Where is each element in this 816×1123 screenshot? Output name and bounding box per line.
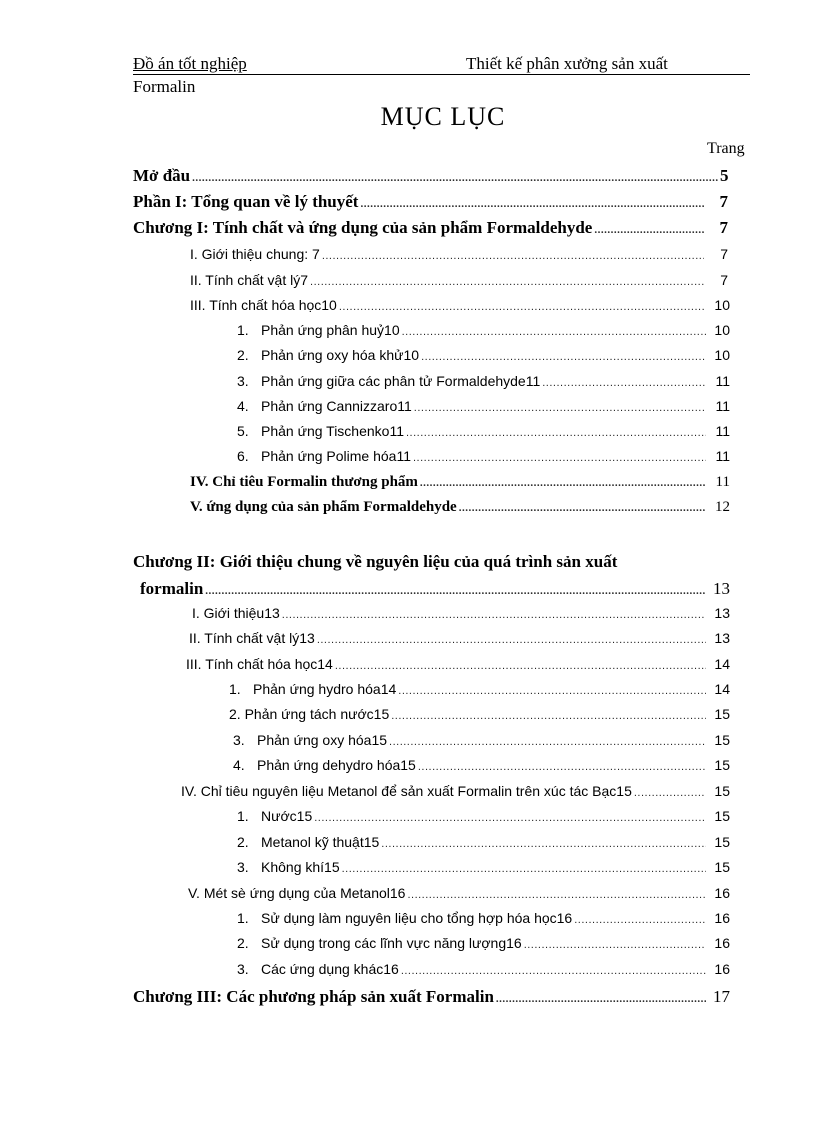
toc-entry-c1-r5[interactable] (237, 423, 730, 445)
toc-label: 2. Metanol kỹ thuật15 (237, 834, 380, 850)
toc-page-number: 5 (720, 166, 729, 185)
toc-entry-c1-s3[interactable] (190, 297, 730, 319)
toc-label: I. Giới thiệu chung: 7 (190, 246, 320, 262)
toc-page-number: 16 (714, 961, 730, 977)
toc-entry-chuong-1[interactable] (133, 218, 728, 240)
header-left: Đồ án tốt nghiệp (133, 54, 247, 73)
toc-entry-chuong-2[interactable] (140, 579, 730, 601)
toc-page-number: 11 (715, 474, 730, 490)
leader-dots (360, 198, 704, 210)
toc-label: 4. Phản ứng dehydro hóa15 (233, 757, 416, 773)
toc-label: formalin (140, 579, 204, 598)
toc-label: 5. Phản ứng Tischenko11 (237, 423, 404, 439)
leader-dots (335, 660, 706, 672)
toc-label: III. Tính chất hóa học10 (190, 297, 337, 313)
leader-dots (401, 965, 706, 977)
header-sub: Formalin (133, 77, 196, 96)
toc-page-number: 16 (714, 910, 730, 926)
toc-page-number: 12 (715, 499, 730, 515)
leader-dots (421, 351, 706, 363)
toc-entry-c2-s2[interactable] (189, 630, 730, 652)
toc-page-number: 10 (714, 347, 730, 363)
toc-label: I. Giới thiệu13 (192, 605, 280, 621)
toc-label: V. Mét sè ứng dụng của Metanol16 (188, 885, 406, 901)
leader-dots (282, 609, 706, 621)
toc-page-number: 13 (713, 579, 730, 598)
toc-page-number: 11 (715, 423, 730, 439)
toc-label: 1. Phản ứng phân huỷ10 (237, 322, 400, 338)
toc-label: Chương I: Tính chất và ứng dụng của sản phẩm Formaldehyde (133, 218, 593, 237)
toc-label: 2. Sử dụng trong các lĩnh vực năng lượng16 (237, 935, 522, 951)
toc-page-number: 7 (719, 192, 728, 211)
toc-label: 1. Phản ứng hydro hóa14 (229, 681, 397, 697)
leader-dots (192, 172, 718, 184)
leader-dots (391, 710, 706, 722)
toc-entry-c2-s5[interactable] (188, 885, 730, 907)
leader-dots (413, 452, 706, 464)
toc-page-number: 11 (715, 448, 730, 464)
leader-dots (496, 993, 706, 1005)
toc-entry-c1-s5[interactable] (190, 499, 730, 521)
toc-label: IV. Chỉ tiêu nguyên liệu Metanol để sản xuất Formalin trên xúc tác Bạc15 (181, 783, 632, 799)
toc-label: V. ứng dụng của sản phẩm Formaldehyde (190, 499, 457, 515)
toc-label: III. Tính chất hóa học14 (186, 656, 333, 672)
leader-dots (418, 761, 706, 773)
toc-page-number: 14 (714, 656, 730, 672)
toc-label: 3. Phản ứng oxy hóa15 (233, 732, 388, 748)
toc-entry-c2-m1[interactable] (237, 808, 730, 830)
toc-page-number: 15 (714, 757, 730, 773)
toc-label: II. Tính chất vật lý13 (189, 630, 315, 646)
toc-page-number: 11 (715, 373, 730, 389)
toc-entry-c1-r1[interactable] (237, 322, 730, 344)
leader-dots (205, 585, 706, 597)
toc-entry-phan-1[interactable] (133, 192, 728, 214)
toc-entry-c2-r1[interactable] (229, 681, 730, 703)
toc-label: 3. Phản ứng giữa các phân tử Formaldehyde11 (237, 373, 541, 389)
leader-dots (634, 787, 706, 799)
leader-dots (398, 685, 706, 697)
toc-entry-c2-r2[interactable] (229, 706, 730, 728)
toc-label: 2. Phản ứng tách nước15 (229, 706, 390, 722)
toc-label: 2. Phản ứng oxy hóa khử10 (237, 347, 420, 363)
leader-dots (381, 838, 706, 850)
toc-page-number: 10 (714, 297, 730, 313)
toc-label: 4. Phản ứng Cannizzaro11 (237, 398, 412, 414)
toc-entry-c1-r6[interactable] (237, 448, 730, 470)
toc-entry-c2-s3[interactable] (186, 656, 730, 678)
leader-dots (314, 812, 706, 824)
leader-dots (317, 634, 706, 646)
toc-page-number: 15 (714, 783, 730, 799)
leader-dots (310, 276, 704, 288)
toc-page-number: 15 (714, 808, 730, 824)
leader-dots (414, 402, 706, 414)
toc-label: 3. Không khí15 (237, 859, 340, 875)
leader-dots (389, 736, 706, 748)
toc-entry-c2-m3[interactable] (237, 859, 730, 881)
header-right: Thiết kế phân xưởng sản xuất (466, 54, 668, 73)
leader-dots (406, 427, 706, 439)
toc-entry-chuong-2-line1[interactable]: Chương II: Giới thiệu chung về nguyên liệu của quá trình sản xuất (133, 552, 618, 571)
toc-entry-c1-s4[interactable] (190, 474, 730, 496)
toc-page-number: 15 (714, 706, 730, 722)
leader-dots (420, 477, 706, 489)
leader-dots (339, 301, 706, 313)
toc-page-number: 14 (714, 681, 730, 697)
toc-entry-c2-u2[interactable] (237, 935, 730, 957)
toc-label: IV. Chỉ tiêu Formalin thương phẩm (190, 474, 418, 490)
leader-dots (594, 224, 704, 236)
page-title: MỤC LỤC (380, 102, 506, 131)
toc-entry-c2-s1[interactable] (192, 605, 730, 627)
leader-dots (459, 502, 706, 514)
toc-page-number: 7 (719, 218, 728, 237)
leader-dots (574, 914, 706, 926)
toc-entry-chuong-3[interactable] (133, 987, 730, 1009)
toc-entry-mo-dau[interactable] (133, 166, 728, 188)
toc-entry-c2-m2[interactable] (237, 834, 730, 856)
toc-page-number: 13 (714, 630, 730, 646)
toc-page-number: 16 (714, 885, 730, 901)
toc-page-number: 13 (714, 605, 730, 621)
toc-page-number: 17 (713, 987, 730, 1006)
toc-label: 3. Các ứng dụng khác16 (237, 961, 399, 977)
toc-entry-c1-r2[interactable] (237, 347, 730, 369)
toc-page-number: 11 (715, 398, 730, 414)
toc-page-number: 10 (714, 322, 730, 338)
toc-entry-c2-r4[interactable] (233, 757, 730, 779)
leader-dots (322, 250, 704, 262)
toc-entry-c1-s1[interactable] (190, 246, 728, 268)
toc-entry-c2-r3[interactable] (233, 732, 730, 754)
toc-page-number: 16 (714, 935, 730, 951)
toc-page-number: 15 (714, 859, 730, 875)
toc-entry-c2-s4[interactable] (181, 783, 730, 805)
page-header (133, 52, 750, 75)
toc-page-number: 7 (720, 272, 728, 288)
leader-dots (342, 863, 706, 875)
leader-dots (542, 377, 706, 389)
toc-label: Phần I: Tổng quan về lý thuyết (133, 192, 359, 211)
toc-label: Chương III: Các phương pháp sản xuất Formalin (133, 987, 494, 1006)
toc-entry-c2-u3[interactable] (237, 961, 730, 983)
toc-entry-c1-s2[interactable] (190, 272, 728, 294)
toc-entry-c1-r4[interactable] (237, 398, 730, 420)
leader-dots (407, 889, 706, 901)
toc-label: Mở đầu (133, 166, 191, 185)
toc-entry-c2-u1[interactable] (237, 910, 730, 932)
toc-label: 1. Sử dụng làm nguyên liệu cho tổng hợp hóa học16 (237, 910, 573, 926)
toc-entry-c1-r3[interactable] (237, 373, 730, 395)
leader-dots (524, 939, 706, 951)
leader-dots (402, 326, 706, 338)
toc-page-number: 15 (714, 834, 730, 850)
toc-page-number: 7 (720, 246, 728, 262)
toc-label: 1. Nước15 (237, 808, 313, 824)
toc-label: II. Tính chất vật lý7 (190, 272, 309, 288)
page-column-label: Trang (707, 140, 745, 157)
toc-page-number: 15 (714, 732, 730, 748)
toc-label: 6. Phản ứng Polime hóa11 (237, 448, 411, 464)
